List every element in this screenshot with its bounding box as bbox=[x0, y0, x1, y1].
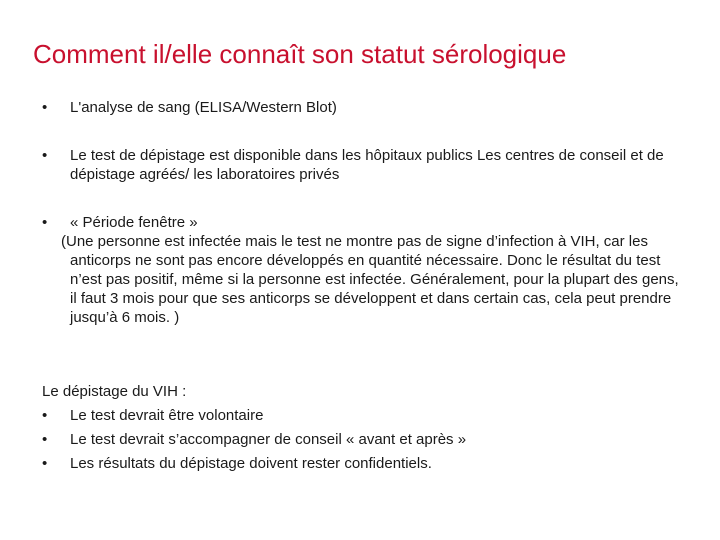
bullet-marker: • bbox=[42, 99, 48, 116]
screening-heading: Le dépistage du VIH : bbox=[42, 383, 187, 400]
bullet-marker: • bbox=[42, 431, 48, 448]
bullet-window-period bbox=[42, 213, 682, 327]
bullet-text: « Période fenêtre » bbox=[70, 214, 198, 231]
window-period-explanation: (Une personne est infectée mais le test ne montre pas de signe d’infection à VIH, car les anticorps ne sont pas encore développés en quantité nécessaire. Donc le résultat du test n’est pas positif, même si la personne est infectée. Généralement, pour la plupart des gens, il faut 3 mois pour que ses anticorps se développent et dans certain cas, cela peut prendre jusqu’à 6 mois. ) bbox=[61, 233, 679, 326]
bullet-blood-test bbox=[42, 98, 682, 117]
screening-section bbox=[42, 380, 682, 476]
bullet-marker: • bbox=[42, 214, 48, 231]
bullet-test-availability bbox=[42, 146, 682, 184]
list-item bbox=[42, 452, 682, 476]
page-title: Comment il/elle connaît son statut sérologique bbox=[33, 39, 567, 69]
list-item-text: Les résultats du dépistage doivent rester confidentiels. bbox=[70, 455, 432, 472]
list-item-text: Le test devrait s’accompagner de conseil « avant et après » bbox=[70, 431, 467, 448]
bullet-marker: • bbox=[42, 407, 48, 424]
bullet-text: L'analyse de sang (ELISA/Western Blot) bbox=[70, 99, 337, 116]
bullet-marker: • bbox=[42, 147, 48, 164]
bullet-text: Le test de dépistage est disponible dans les hôpitaux publics Les centres de conseil et de dépistage agréés/ les laboratoires privés bbox=[70, 147, 664, 183]
list-item-text: Le test devrait être volontaire bbox=[70, 407, 264, 424]
bullet-marker: • bbox=[42, 455, 48, 472]
list-item bbox=[42, 404, 682, 428]
list-item bbox=[42, 428, 682, 452]
